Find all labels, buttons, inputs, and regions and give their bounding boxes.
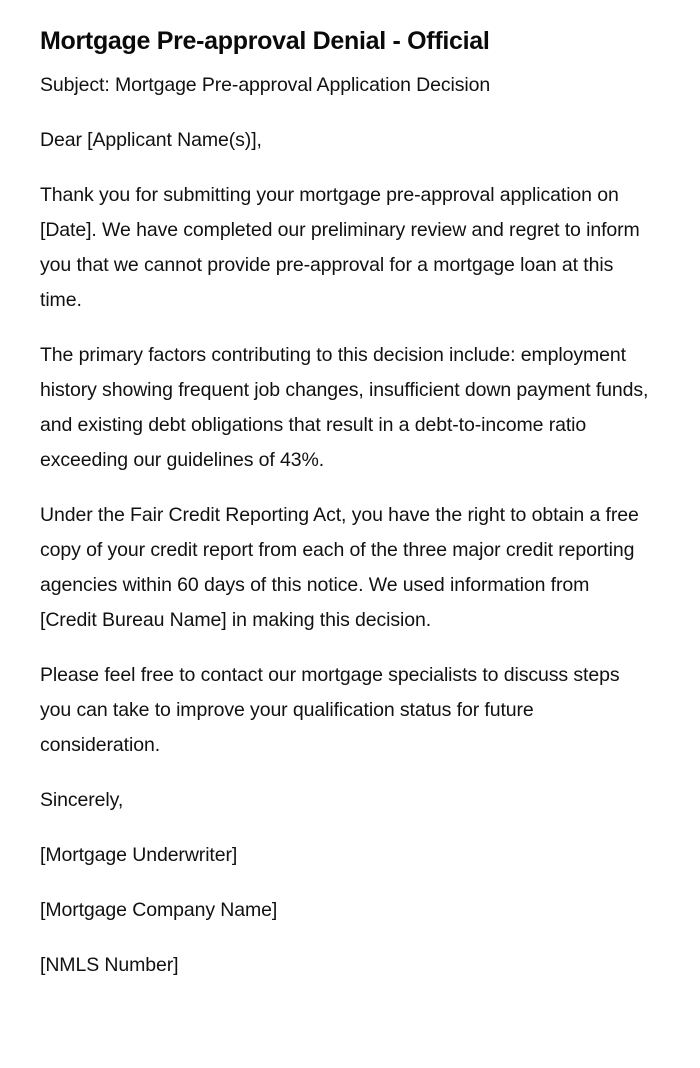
body-paragraph-contact: Please feel free to contact our mortgage specialists to discuss steps you can take to improve your qualification status for future consideration. [40, 664, 620, 756]
body-paragraph-fcra-rights: Under the Fair Credit Reporting Act, you have the right to obtain a free copy of your credit report from each of the three major credit reporting agencies within 60 days of this notice. We used information from [Credit Bureau Name] in making this decision. [40, 504, 639, 631]
document-title: Mortgage Pre-approval Denial - Official [40, 27, 490, 55]
body-paragraph-factors: The primary factors contributing to this decision include: employment history showing frequent job changes, insufficient down payment funds, and existing debt obligations that result in a debt-to-income ratio exceeding our guidelines of 43%. [40, 344, 649, 471]
signature-nmls: [NMLS Number] [40, 954, 179, 976]
signature-underwriter: [Mortgage Underwriter] [40, 844, 238, 866]
salutation: Dear [Applicant Name(s)], [40, 129, 262, 151]
signature-company: [Mortgage Company Name] [40, 899, 278, 921]
body-paragraph-intro: Thank you for submitting your mortgage pre-approval application on [Date]. We have completed our preliminary review and regret to inform you that we cannot provide pre-approval for a mortgage loan at this time. [40, 184, 640, 311]
closing: Sincerely, [40, 789, 124, 811]
subject-line: Subject: Mortgage Pre-approval Application Decision [40, 74, 491, 96]
